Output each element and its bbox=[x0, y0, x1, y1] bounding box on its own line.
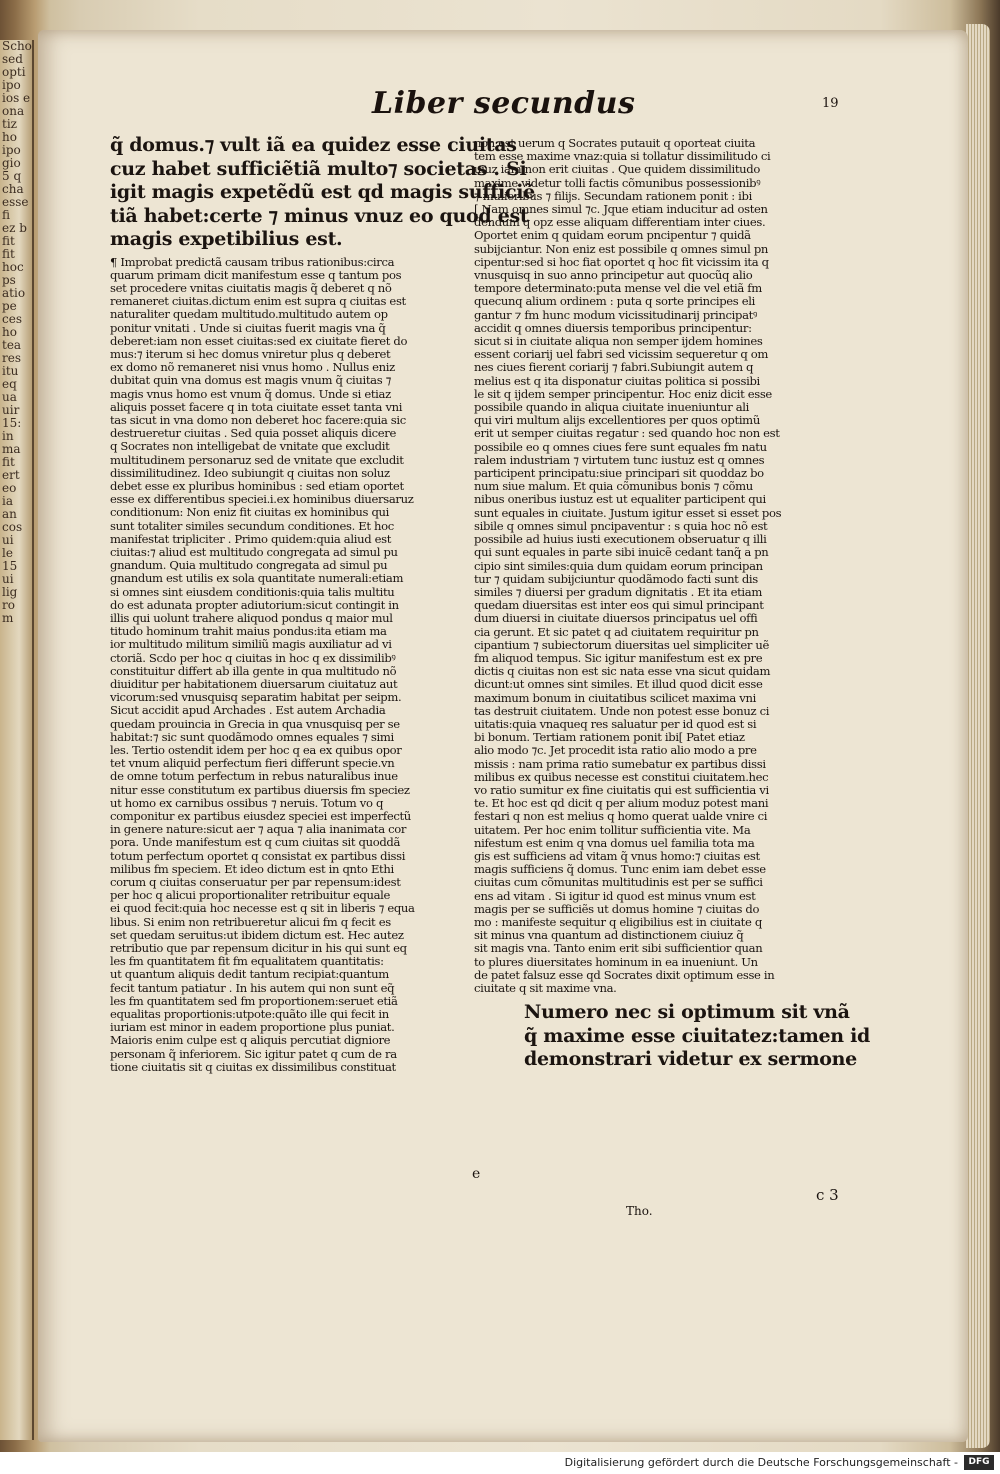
facing-page-fragment: 15 bbox=[2, 559, 18, 573]
commentary-line: tur ⁊ quidam subijciuntur quodãmodo facti sunt dis bbox=[474, 571, 758, 586]
commentary-line: quedam diuersitas est inter eos qui simul principant bbox=[474, 598, 764, 613]
commentary-line: set quedam seruitus:ut ibidem dictum est. Hec autez bbox=[110, 927, 404, 942]
commentary-line: uiuz iam non erit ciuitas . Que quidem dissimilitudo bbox=[474, 162, 761, 177]
commentary-line: aliquis posset facere q in tota ciuitate esset tanta vni bbox=[110, 399, 403, 414]
commentary-line: iuriam est minor in eadem proportione plus puniat. bbox=[110, 1020, 395, 1035]
facing-page-fragment: lig bbox=[2, 585, 18, 599]
facing-page-fragment: ro bbox=[2, 598, 15, 612]
facing-page-fragment: 5 q bbox=[2, 169, 22, 183]
commentary-line: to plures diuersitates hominum in ea inueniunt. Un bbox=[474, 954, 758, 969]
commentary-line: ciuitas:⁊ aliud est multitudo congregata ad simul pu bbox=[110, 544, 398, 559]
commentary-line: possibile quando in aliqua ciuitate inueniuntur ali bbox=[474, 400, 750, 415]
commentary-line: de omne totum perfectum in rebus naturalibus inue bbox=[110, 769, 398, 784]
facing-page-fragment: in bbox=[2, 429, 14, 443]
commentary-line: conditionum: Non eniz fit ciuitas ex hominibus qui bbox=[110, 505, 389, 520]
commentary-line: corum q ciuitas conseruatur per par repensum:idest bbox=[110, 875, 401, 890]
facing-page-fragment: an bbox=[2, 507, 17, 521]
facing-page-fragment: ui bbox=[2, 533, 14, 547]
lemma-line: q̃ maxime esse ciuitatez:tamen id bbox=[524, 1024, 871, 1047]
facing-page-fragment: hoc bbox=[2, 260, 24, 274]
commentary-line: nifestum est enim q vna domus uel familia tota ma bbox=[474, 835, 755, 850]
commentary-line: uitatis:quia vnaqueq res saluatur per id quod est si bbox=[474, 716, 757, 731]
commentary-line: milibus fm speciem. Et ideo dictum est in qnto Ethi bbox=[110, 861, 394, 876]
commentary-line: ei quod fecit:quia hoc necesse est q sit in liberis ⁊ equa bbox=[110, 901, 415, 916]
lemma-line: q̃ domus.⁊ vult iã ea quidez esse ciuitas bbox=[110, 134, 517, 156]
facing-page-fragment: fi bbox=[2, 208, 11, 222]
commentary-line: retributio que par repensum dicitur in his qui sunt eq bbox=[110, 941, 407, 956]
commentary-line: subijciantur. Non eniz est possibile q omnes simul pn bbox=[474, 241, 769, 256]
facing-page-fragment: pe bbox=[2, 299, 17, 313]
commentary-line: tas sicut in vna domo non deberet hoc facere:quia sic bbox=[110, 412, 406, 427]
commentary-line: essent coriarij uel fabri sed vicissim sequeretur q om bbox=[474, 347, 769, 362]
facing-page-fragment: ona bbox=[2, 104, 25, 118]
facing-page-fragment: ho bbox=[2, 325, 17, 339]
commentary-line: possibile eo q omnes ciues fere sunt equales fm natu bbox=[474, 439, 767, 454]
commentary-line: ponitur vnitati . Unde si ciuitas fuerit magis vna q̃ bbox=[110, 320, 386, 335]
commentary-line: dendum q opz esse aliquam differentiam inter ciues. bbox=[474, 215, 766, 230]
commentary-line: deberet:iam non esset ciuitas:sed ex ciuitate fieret do bbox=[110, 333, 408, 348]
commentary-line: destrueretur ciuitas . Sed quia posset aliquis dicere bbox=[110, 426, 396, 441]
commentary-line: pora. Unde manifestum est q cum ciuitas sit quoddã bbox=[110, 835, 401, 850]
commentary-line: tem esse maxime vnaz:quia si tollatur dissimilitudo ci bbox=[474, 149, 771, 164]
commentary-line: fm aliquod tempus. Sic igitur manifestum est ex pre bbox=[474, 650, 763, 665]
running-head: Liber secundus bbox=[372, 86, 636, 121]
commentary-line: componitur ex partibus eiusdez speciei est imperfectũ bbox=[110, 809, 411, 824]
facing-page-fragment: ma bbox=[2, 442, 21, 456]
lemma-text-right bbox=[524, 1001, 871, 1072]
facing-page-fragment: itu bbox=[2, 364, 19, 378]
commentary-line: maxime videtur tolli factis cõmunibus possessionibꝰ bbox=[474, 175, 761, 190]
lemma-line: Numero nec si optimum sit vnã bbox=[524, 1001, 850, 1024]
facing-page-fragment: m bbox=[2, 611, 14, 625]
facing-page-fragment: fit bbox=[2, 455, 15, 469]
facing-page-fragment: Scho bbox=[2, 40, 32, 53]
commentary-line: gnandum est utilis ex sola quantitate numerali:etiam bbox=[110, 571, 404, 586]
commentary-line: qui sunt equales in parte sibi inuicẽ cedant tanq̃ a pn bbox=[474, 545, 769, 560]
commentary-line: vnusquisq in suo anno principetur aut quocũq alio bbox=[474, 268, 753, 283]
commentary-line: bi bonum. Tertiam rationem ponit ibi[ Patet etiaz bbox=[474, 730, 745, 745]
commentary-line: les fm quantitatem sed fm proportionem:seruet etiã bbox=[110, 993, 398, 1008]
column-right bbox=[474, 136, 871, 1072]
commentary-line: qui viri multum alijs excellentiores per quos optimũ bbox=[474, 413, 760, 428]
commentary-line: ciuitate q sit maxime vna. bbox=[474, 981, 617, 995]
commentary-line: tas destruit ciuitatem. Unde non potest esse bonuz ci bbox=[474, 703, 770, 718]
commentary-line: equalitas proportionis:utpote:quãto ille qui fecit in bbox=[110, 1007, 389, 1022]
facing-page-fragment: ia bbox=[2, 494, 13, 508]
margin-marker-e: e bbox=[472, 1166, 481, 1182]
commentary-line: tione ciuitatis sit q ciuitas ex dissimilibus constituat bbox=[110, 1059, 396, 1074]
facing-page-fragment: ipo bbox=[2, 143, 21, 157]
commentary-line: accidit q omnes diuersis temporibus principentur: bbox=[474, 320, 752, 335]
facing-page-fragment: ces bbox=[2, 312, 22, 326]
commentary-line: le sit q ijdem semper principentur. Hoc eniz dicit esse bbox=[474, 386, 772, 401]
commentary-line: tet vnum aliquid perfectum fieri differunt specie.vn bbox=[110, 756, 395, 771]
commentary-line: dictis q ciuitas non est sic nata esse vna sicut quidam bbox=[474, 664, 771, 679]
facing-page-fragment: cha bbox=[2, 182, 24, 196]
funding-credit: Digitalisierung gefördert durch die Deutsche Forschungsgemeinschaft - bbox=[564, 1456, 958, 1469]
commentary-line: ctoriã. Scdo per hoc q ciuitas in hoc q ex dissimilibꝰ bbox=[110, 650, 396, 665]
commentary-line: set procedere vnitas ciuitatis magis q̃ deberet q nõ bbox=[110, 280, 392, 295]
commentary-line: [ Nam omnes simul ⁊c. Jque etiam inducitur ad osten bbox=[474, 202, 768, 217]
facing-page-fragment: ios e bbox=[2, 91, 31, 105]
facing-page-fragment: res bbox=[2, 351, 21, 365]
commentary-line: festari q non est melius q homo querat ualde vnire ci bbox=[474, 809, 768, 824]
lemma-line: tiã habet:certe ⁊ minus vnuz eo quod est bbox=[110, 204, 529, 227]
commentary-line: uitatem. Per hoc enim tollitur sufficientia vite. Ma bbox=[474, 822, 751, 837]
commentary-line: Oportet enim q quidam eorum pncipentur ⁊ quidã bbox=[474, 228, 751, 243]
commentary-line: do est adunata propter adiutorium:sicut contingit in bbox=[110, 597, 399, 612]
commentary-line: num siue malum. Et quia cõmunibus bonis ⁊ cõmu bbox=[474, 479, 753, 494]
commentary-line: tempore determinato:puta mense vel die vel etiã fm bbox=[474, 281, 762, 296]
commentary-line: magis sufficiens q̃ domus. Tunc enim iam debet esse bbox=[474, 862, 766, 877]
commentary-line: sunt equales in ciuitate. Justum igitur esset si esset pos bbox=[474, 505, 782, 520]
commentary-line: gnandum. Quia multitudo congregata ad simul pu bbox=[110, 558, 388, 573]
lemma-line: magis expetibilius est. bbox=[110, 228, 343, 250]
commentary-line: erit ut semper ciuitas regatur : sed quando hoc non est bbox=[474, 426, 780, 441]
commentary-line: personam q̃ inferiorem. Sic igitur patet q cum de ra bbox=[110, 1046, 397, 1061]
page-fore-edge bbox=[966, 24, 990, 1448]
commentary-line: quarum primam dicit manifestum esse q tantum pos bbox=[110, 267, 402, 282]
commentary-line: gantur ⁊ fm hunc modum vicissitudinarij principatꝰ bbox=[474, 307, 758, 322]
commentary-line: ens ad vitam . Si igitur id quod est minus vnum est bbox=[474, 888, 756, 903]
commentary-line: ralem industriam ⁊ virtutem tunc iustuz est q omnes bbox=[474, 452, 765, 467]
commentary-line: multitudinem personaruz sed de vnitate que excludit bbox=[110, 452, 404, 467]
dfg-logo: DFG bbox=[964, 1455, 994, 1470]
commentary-line: dubitat quin vna domus est magis vnum q̃ ciuitas ⁊ bbox=[110, 373, 392, 388]
commentary-line: sicut si in ciuitate aliqua non semper ijdem homines bbox=[474, 334, 763, 349]
commentary-line: naturaliter quedam multitudo.multitudo autem op bbox=[110, 307, 388, 322]
commentary-line: sit magis vna. Tanto enim erit sibi sufficientior quan bbox=[474, 941, 763, 956]
commentary-line: illis qui uolunt trahere aliquod pondus q maior mul bbox=[110, 610, 393, 625]
commentary-line: mo : manifeste sequitur q eligibilius est in ciuitate q bbox=[474, 914, 762, 929]
facing-page-fragment: eo bbox=[2, 481, 17, 495]
commentary-line: ut homo ex carnibus ossibus ⁊ neruis. Totum vo q bbox=[110, 795, 384, 810]
catchword: Tho. bbox=[626, 1204, 653, 1218]
commentary-line: missis : nam prima ratio sumebatur ex partibus dissi bbox=[474, 756, 766, 771]
facing-page-fragment: opti bbox=[2, 65, 26, 79]
commentary-line: cia gerunt. Et sic patet q ad ciuitatem requiritur pn bbox=[474, 624, 759, 639]
commentary-line: quecunq alium ordinem : puta q sorte principes eli bbox=[474, 294, 755, 309]
commentary-line: ciuitas cum cõmunitas multitudinis est per se suffici bbox=[474, 875, 763, 890]
commentary-line: magis per se sufficiẽs ut domus homine ⁊ ciuitas do bbox=[474, 901, 760, 916]
commentary-line: possibile ad huius iusti executionem obseruatur q illi bbox=[474, 532, 767, 547]
facing-page-fragment: tea bbox=[2, 338, 22, 352]
commentary-line: mus:⁊ iterum si hec domus vniretur plus q deberet bbox=[110, 346, 391, 361]
commentary-line: sibile q omnes simul pncipaventur : s quia hoc nõ est bbox=[474, 518, 768, 533]
commentary-line: cipantium ⁊ subiectorum diuersitas uel simpliciter uẽ bbox=[474, 637, 769, 652]
commentary-line: vicorum:sed vnusquisq separatim habitat per seipm. bbox=[110, 690, 402, 705]
commentary-line: similes ⁊ diuersi per gradum dignitatis . Et ita etiam bbox=[474, 584, 762, 599]
commentary-line: cipio sint similes:quia dum quidam eorum principan bbox=[474, 558, 763, 573]
commentary-line: gis est sufficiens ad vitam q̃ vnus homo:⁊ ciuitas est bbox=[474, 848, 760, 863]
commentary-line: nitur esse constitutum ex partibus diuersis fm speciez bbox=[110, 782, 410, 797]
commentary-line: vo ratio sumitur ex fine ciuitatis qui est sufficientia vi bbox=[474, 782, 769, 797]
commentary-line: les fm quantitatem fit fm equalitatem quantitatis: bbox=[110, 954, 384, 969]
facing-page-fragment: esse bbox=[2, 195, 29, 209]
commentary-line: ut quantum aliquis dedit tantum recipiat:quantum bbox=[110, 967, 389, 982]
facing-page-fragment: ps bbox=[2, 273, 16, 287]
commentary-line: dum diuersi in ciuitate diuersos principatus uel offi bbox=[474, 611, 758, 626]
commentary-line: habitat:⁊ sic sunt quodãmodo omnes equales ⁊ simi bbox=[110, 729, 394, 744]
column-left bbox=[110, 130, 535, 1074]
commentary-line: dissimilitudinez. Ideo subiungit q ciuitas non soluz bbox=[110, 465, 390, 480]
commentary-line: q Socrates non intelligebat de vnitate que excludit bbox=[110, 439, 390, 454]
commentary-line: ior multitudo militum similiũ magis auxiliatur ad vi bbox=[110, 637, 392, 652]
commentary-line: magis vnus homo est vnum q̃ domus. Unde si etiaz bbox=[110, 386, 391, 401]
facing-page-fragment: ho bbox=[2, 130, 17, 144]
folio-number: 19 bbox=[822, 96, 839, 111]
facing-page-fragment: ert bbox=[2, 468, 20, 482]
lemma-line: demonstrari videtur ex sermone bbox=[524, 1048, 857, 1071]
commentary-line: titudo hominum trahit maius pondus:ita etiam ma bbox=[110, 624, 387, 639]
commentary-line: remaneret ciuitas.dictum enim est supra q ciuitas est bbox=[110, 294, 406, 309]
facing-page-fragment: sed bbox=[2, 52, 23, 66]
commentary-line: sunt totaliter similes secundum conditiones. Et hoc bbox=[110, 518, 394, 533]
commentary-line: alio modo ⁊c. Jet procedit ista ratio alio modo a pre bbox=[474, 743, 757, 758]
commentary-line: nes ciues fierent coriarij ⁊ fabri.Subiungit autem q bbox=[474, 360, 754, 375]
commentary-line: participent principatu:siue principari sit quoddaz bo bbox=[474, 466, 764, 481]
commentary-line: milibus ex quibus necesse est constitui ciuitatem.hec bbox=[474, 769, 769, 784]
lemma-line: cuz habet sufficiẽtiã multo⁊ societas . Si bbox=[110, 157, 527, 180]
commentary-line: Sicut accidit apud Archades . Est autem Archadia bbox=[110, 703, 386, 718]
commentary-line: in genere nature:sicut aer ⁊ aqua ⁊ alia inanimata cor bbox=[110, 822, 407, 837]
facing-page-fragment: atio bbox=[2, 286, 26, 300]
commentary-line: diuiditur per habitationem diuersarum ciuitatuz aut bbox=[110, 677, 398, 691]
commentary-line: nibus oneribus iustuz est ut equaliter participent qui bbox=[474, 492, 766, 507]
facing-page-fragment: uir bbox=[2, 403, 20, 417]
commentary-line: fecit tantum patiatur . In his autem qui non sunt eq̃ bbox=[110, 980, 395, 995]
commentary-line: per hoc q alicui proportionaliter retribuitur equale bbox=[110, 888, 390, 903]
commentary-line: ⁊ mulieribus ⁊ filijs. Secundam rationem ponit : ibi bbox=[474, 188, 752, 203]
commentary-line: debet esse ex pluribus hominibus : sed etiam oportet bbox=[110, 478, 404, 493]
commentary-line: melius est q ita disponatur ciuitas politica si possibi bbox=[474, 373, 760, 388]
facing-page-fragment: ipo bbox=[2, 78, 21, 92]
commentary-line: constituitur differt ab illa gente in qua multitudo nõ bbox=[110, 663, 397, 678]
commentary-line: totum perfectum oportet q consistat ex partibus dissi bbox=[110, 848, 406, 863]
facing-page-fragment: fit bbox=[2, 234, 15, 248]
facing-page-fragment: ui bbox=[2, 572, 14, 586]
commentary-line: dicunt:ut omnes sint similes. Et illud quod dicit esse bbox=[474, 677, 763, 692]
facing-page-edge bbox=[0, 40, 34, 1440]
commentary-right bbox=[474, 137, 804, 995]
facing-page-fragment: tiz bbox=[2, 117, 17, 131]
commentary-line: maximum bonum in ciuitatibus scilicet maxima vni bbox=[474, 690, 756, 705]
commentary-line: manifestat tripliciter . Primo quidem:quia aliud est bbox=[110, 531, 392, 546]
commentary-line: sit minus vna quantum ad distinctionem ciuiuz q̃ bbox=[474, 928, 744, 943]
facing-page-fragment: ez b bbox=[2, 221, 27, 235]
facing-page-fragment: gio bbox=[2, 156, 21, 170]
facing-page-fragment: 15: bbox=[2, 416, 22, 430]
signature-mark: c 3 bbox=[816, 1186, 839, 1204]
commentary-left bbox=[110, 256, 445, 1075]
commentary-line: cipentur:sed si hoc fiat oportet q hoc fit vicissim ita q bbox=[474, 254, 769, 269]
commentary-line: ex domo nõ remaneret nisi vnus homo . Nullus eniz bbox=[110, 360, 395, 375]
commentary-line: ¶ Improbat predictã causam tribus rationibus:circa bbox=[110, 254, 395, 269]
facing-page-fragment: cos bbox=[2, 520, 23, 534]
facing-page-fragment: le bbox=[2, 546, 13, 560]
commentary-line: quedam prouincia in Grecia in qua vnusquisq per se bbox=[110, 716, 400, 731]
lemma-text-left bbox=[110, 134, 535, 252]
commentary-line: si omnes sint eiusdem conditionis:quia talis multitu bbox=[110, 584, 395, 599]
commentary-line: les. Tertio ostendit idem per hoc q ea ex quibus opor bbox=[110, 743, 402, 758]
facing-page-fragment: eq bbox=[2, 377, 17, 391]
commentary-line: te. Et hoc est qd dicit q per alium moduz potest mani bbox=[474, 796, 769, 811]
commentary-line: non est uerum q Socrates putauit q oporteat ciuita bbox=[474, 136, 756, 150]
facing-page-fragment: ua bbox=[2, 390, 17, 404]
lemma-line: igit magis expetẽdũ est qd magis sufficiẽ bbox=[110, 181, 535, 203]
facing-page-fragment: fit bbox=[2, 247, 15, 261]
commentary-line: de patet falsuz esse qd Socrates dixit optimum esse in bbox=[474, 967, 775, 982]
commentary-line: libus. Si enim non retribueretur alicui fm q fecit es bbox=[110, 914, 391, 929]
commentary-line: esse ex differentibus speciei.i.ex hominibus diuersaruz bbox=[110, 492, 414, 507]
commentary-line: Maioris enim culpe est q aliquis percutiat digniore bbox=[110, 1033, 391, 1048]
